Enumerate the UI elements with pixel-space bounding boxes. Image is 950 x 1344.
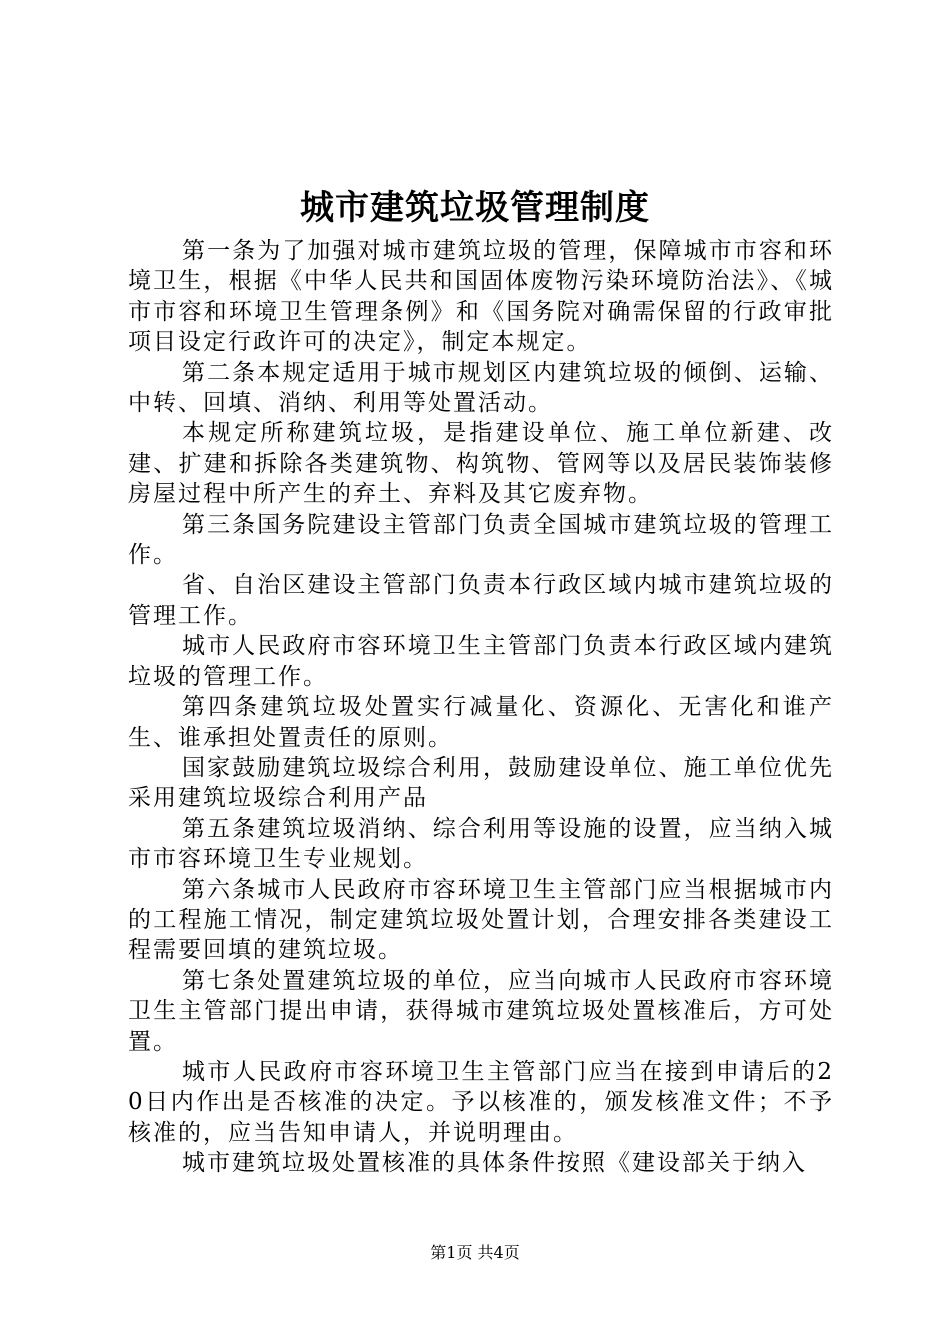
paragraph-article-6: 第六条城市人民政府市容环境卫生主管部门应当根据城市内的工程施工情况，制定建筑垃圾处置计划，合理安排各类建设工程需要回填的建筑垃圾。 bbox=[128, 876, 834, 964]
document-title: 城市建筑垃圾管理制度 bbox=[300, 188, 650, 228]
paragraph-article-5: 第五条建筑垃圾消纳、综合利用等设施的设置，应当纳入城市市容环境卫生专业规划。 bbox=[128, 815, 834, 873]
paragraph-approval: 城市人民政府市容环境卫生主管部门应当在接到申请后的20日内作出是否核准的决定。予以核准的，颁发核准文件；不予核准的，应当告知申请人，并说明理由。 bbox=[128, 1058, 834, 1146]
paragraph-article-7: 第七条处置建筑垃圾的单位，应当向城市人民政府市容环境卫生主管部门提出申请，获得城市建筑垃圾处置核准后，方可处置。 bbox=[128, 967, 834, 1055]
paragraph-encourage: 国家鼓励建筑垃圾综合利用，鼓励建设单位、施工单位优先采用建筑垃圾综合利用产品 bbox=[128, 754, 834, 812]
document-body bbox=[128, 236, 834, 1179]
paragraph-article-3: 第三条国务院建设主管部门负责全国城市建筑垃圾的管理工作。 bbox=[128, 511, 834, 569]
paragraph-provincial: 省、自治区建设主管部门负责本行政区域内城市建筑垃圾的管理工作。 bbox=[128, 572, 834, 629]
page-number-footer: 第1页 共4页 bbox=[430, 1243, 520, 1262]
paragraph-conditions: 城市建筑垃圾处置核准的具体条件按照《建设部关于纳入 bbox=[182, 1150, 807, 1177]
paragraph-article-4: 第四条建筑垃圾处置实行减量化、资源化、无害化和谁产生、谁承担处置责任的原则。 bbox=[128, 694, 834, 751]
paragraph-article-2: 第二条本规定适用于城市规划区内建筑垃圾的倾倒、运输、中转、回填、消纳、利用等处置活动。 bbox=[128, 359, 834, 417]
paragraph-definition: 本规定所称建筑垃圾，是指建设单位、施工单位新建、改建、扩建和拆除各类建筑物、构筑物、管网等以及居民装饰装修房屋过程中所产生的弃土、弃料及其它废弃物。 bbox=[128, 420, 834, 508]
paragraph-article-1: 第一条为了加强对城市建筑垃圾的管理，保障城市市容和环境卫生，根据《中华人民共和国固体废物污染环境防治法》、《城市市容和环境卫生管理条例》和《国务院对确需保留的行政审批项目设定行政许可的决定》，制定本规定。 bbox=[128, 238, 834, 356]
paragraph-municipal: 城市人民政府市容环境卫生主管部门负责本行政区域内建筑垃圾的管理工作。 bbox=[128, 633, 834, 690]
